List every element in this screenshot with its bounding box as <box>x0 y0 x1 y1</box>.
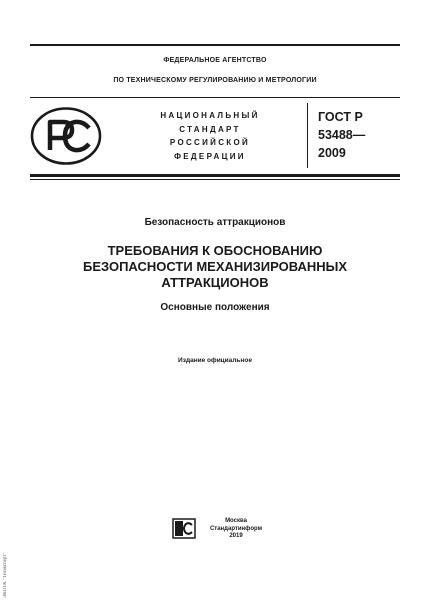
code-line: ГОСТ Р <box>318 110 363 124</box>
title-line: ТРЕБОВАНИЯ К ОБОСНОВАНИЮ <box>107 243 323 258</box>
title-line: БЕЗОПАСНОСТИ МЕХАНИЗИРОВАННЫХ <box>82 259 348 274</box>
document-title <box>30 243 400 291</box>
header-rule <box>30 97 400 98</box>
national-line: НАЦИОНАЛЬНЫЙ <box>160 111 260 120</box>
standard-code <box>318 108 398 162</box>
publisher-info <box>196 518 276 541</box>
document-subtitle: Основные положения <box>160 302 270 313</box>
edition-label: Издание официальное <box>178 357 252 364</box>
national-line: ФЕДЕРАЦИИ <box>174 151 246 161</box>
national-line: СТАНДАРТ <box>179 124 241 134</box>
side-stamp: ЭКПТК "Техэксперт" <box>3 552 8 598</box>
code-line: 53488— <box>318 128 366 142</box>
publisher-year: 2019 <box>229 533 243 539</box>
divider-rule-thick <box>30 174 400 177</box>
vertical-divider <box>307 103 308 168</box>
publisher-city: Москва <box>225 518 247 524</box>
agency-line-2: ПО ТЕХНИЧЕСКОМУ РЕГУЛИРОВАНИЮ И МЕТРОЛОГИИ <box>113 77 317 84</box>
agency-line-1: ФЕДЕРАЛЬНОЕ АГЕНТСТВО <box>163 57 267 64</box>
national-line: РОССИЙСКОЙ <box>169 138 251 147</box>
gost-r-logo <box>30 106 102 166</box>
publisher-name: Стандартинформ <box>209 525 263 532</box>
title-line: АТТРАКЦИОНОВ <box>161 275 269 290</box>
national-standard-label <box>140 109 280 163</box>
standartinform-logo <box>172 518 196 539</box>
top-rule <box>30 44 400 46</box>
divider-rule-thin <box>30 179 400 180</box>
code-line: 2009 <box>318 146 346 160</box>
document-series: Безопасность аттракционов <box>144 217 286 228</box>
